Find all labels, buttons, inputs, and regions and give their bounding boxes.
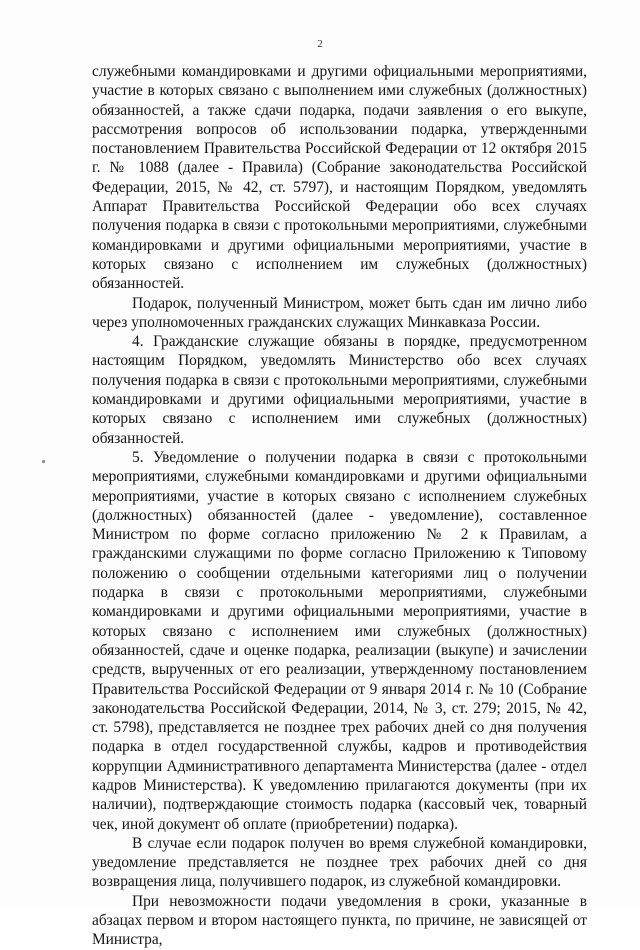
document-body (92, 62, 587, 950)
scan-speck (41, 459, 45, 463)
paragraph-item-5: 5. Уведомление о получении подарка в связи с протокольными мероприятиями, служебными командировками и другими официальными мероприятиями, участие в которых связано с исполнением служебных (должностных) обязанностей (далее - уведомление), составленное Министром по форме согласно приложению № 2 к Правилам, а гражданскими служащими по форме согласно Приложению к Типовому положению о сообщении отдельными категориями лиц о получении подарка в связи с протокольными мероприятиями, служебными командировками и другими официальными мероприятиями, участие в которых связано с исполнением ими служебных (должностных) обязанностей, сдаче и оценке подарка, реализации (выкупе) и зачислении средств, вырученных от его реализации, утвержденному постановлением Правительства Российской Федерации от 9 января 2014 г. № 10 (Собрание законодательства Российской Федерации, 2014, № 3, ст. 279; 2015, № 42, ст. 5798), представляется не позднее трех рабочих дней со дня получения подарка в отдел государственной службы, кадров и противодействия коррупции Административного департамента Министерства (далее - отдел кадров Министерства). К уведомлению прилагаются документы (при их наличии), подтверждающие стоимость подарка (кассовый чек, товарный чек, иной документ об оплате (приобретении) подарка). (92, 448, 587, 833)
paragraph-impossibility: При невозможности подачи уведомления в сроки, указанные в абзацах первом и втором настоящего пункта, по причине, не зависящей от Министра, (92, 892, 587, 949)
paragraph-continuation: служебными командировками и другими официальными мероприятиями, участие в которых связано с выполнением ими служебных (должностных) обязанностей, а также сдачи подарка, подачи заявления о его выкупе, рассмотрения вопросов об использовании подарка, утвержденными постановлением Правительства Российской Федерации от 12 октября 2015 г. № 1088 (далее - Правила) (Собрание законодательства Российской Федерации, 2015, № 42, ст. 5797), и настоящим Порядком, уведомлять Аппарат Правительства Российской Федерации обо всех случаях получения подарка в связи с протокольными мероприятиями, служебными командировками и другими официальными мероприятиями, участие в которых связано с исполнением им служебных (должностных) обязанностей. (92, 63, 587, 293)
paragraph-item-4: 4. Гражданские служащие обязаны в порядке, предусмотренном настоящим Порядком, уведомлять Министерство обо всех случаях получения подарка в связи с протокольными мероприятиями, служебными командировками и другими официальными мероприятиями, участие в которых связано с исполнением ими служебных (должностных) обязанностей. (92, 333, 587, 447)
page-number: 2 (317, 38, 323, 50)
paragraph-business-trip: В случае если подарок получен во время служебной командировки, уведомление представляется не позднее трех рабочих дней со дня возвращения лица, получившего подарок, из служебной командировки. (92, 834, 587, 891)
paragraph-minister-gift: Подарок, полученный Министром, может быть сдан им лично либо через уполномоченных гражданских служащих Минкавказа России. (92, 294, 587, 331)
